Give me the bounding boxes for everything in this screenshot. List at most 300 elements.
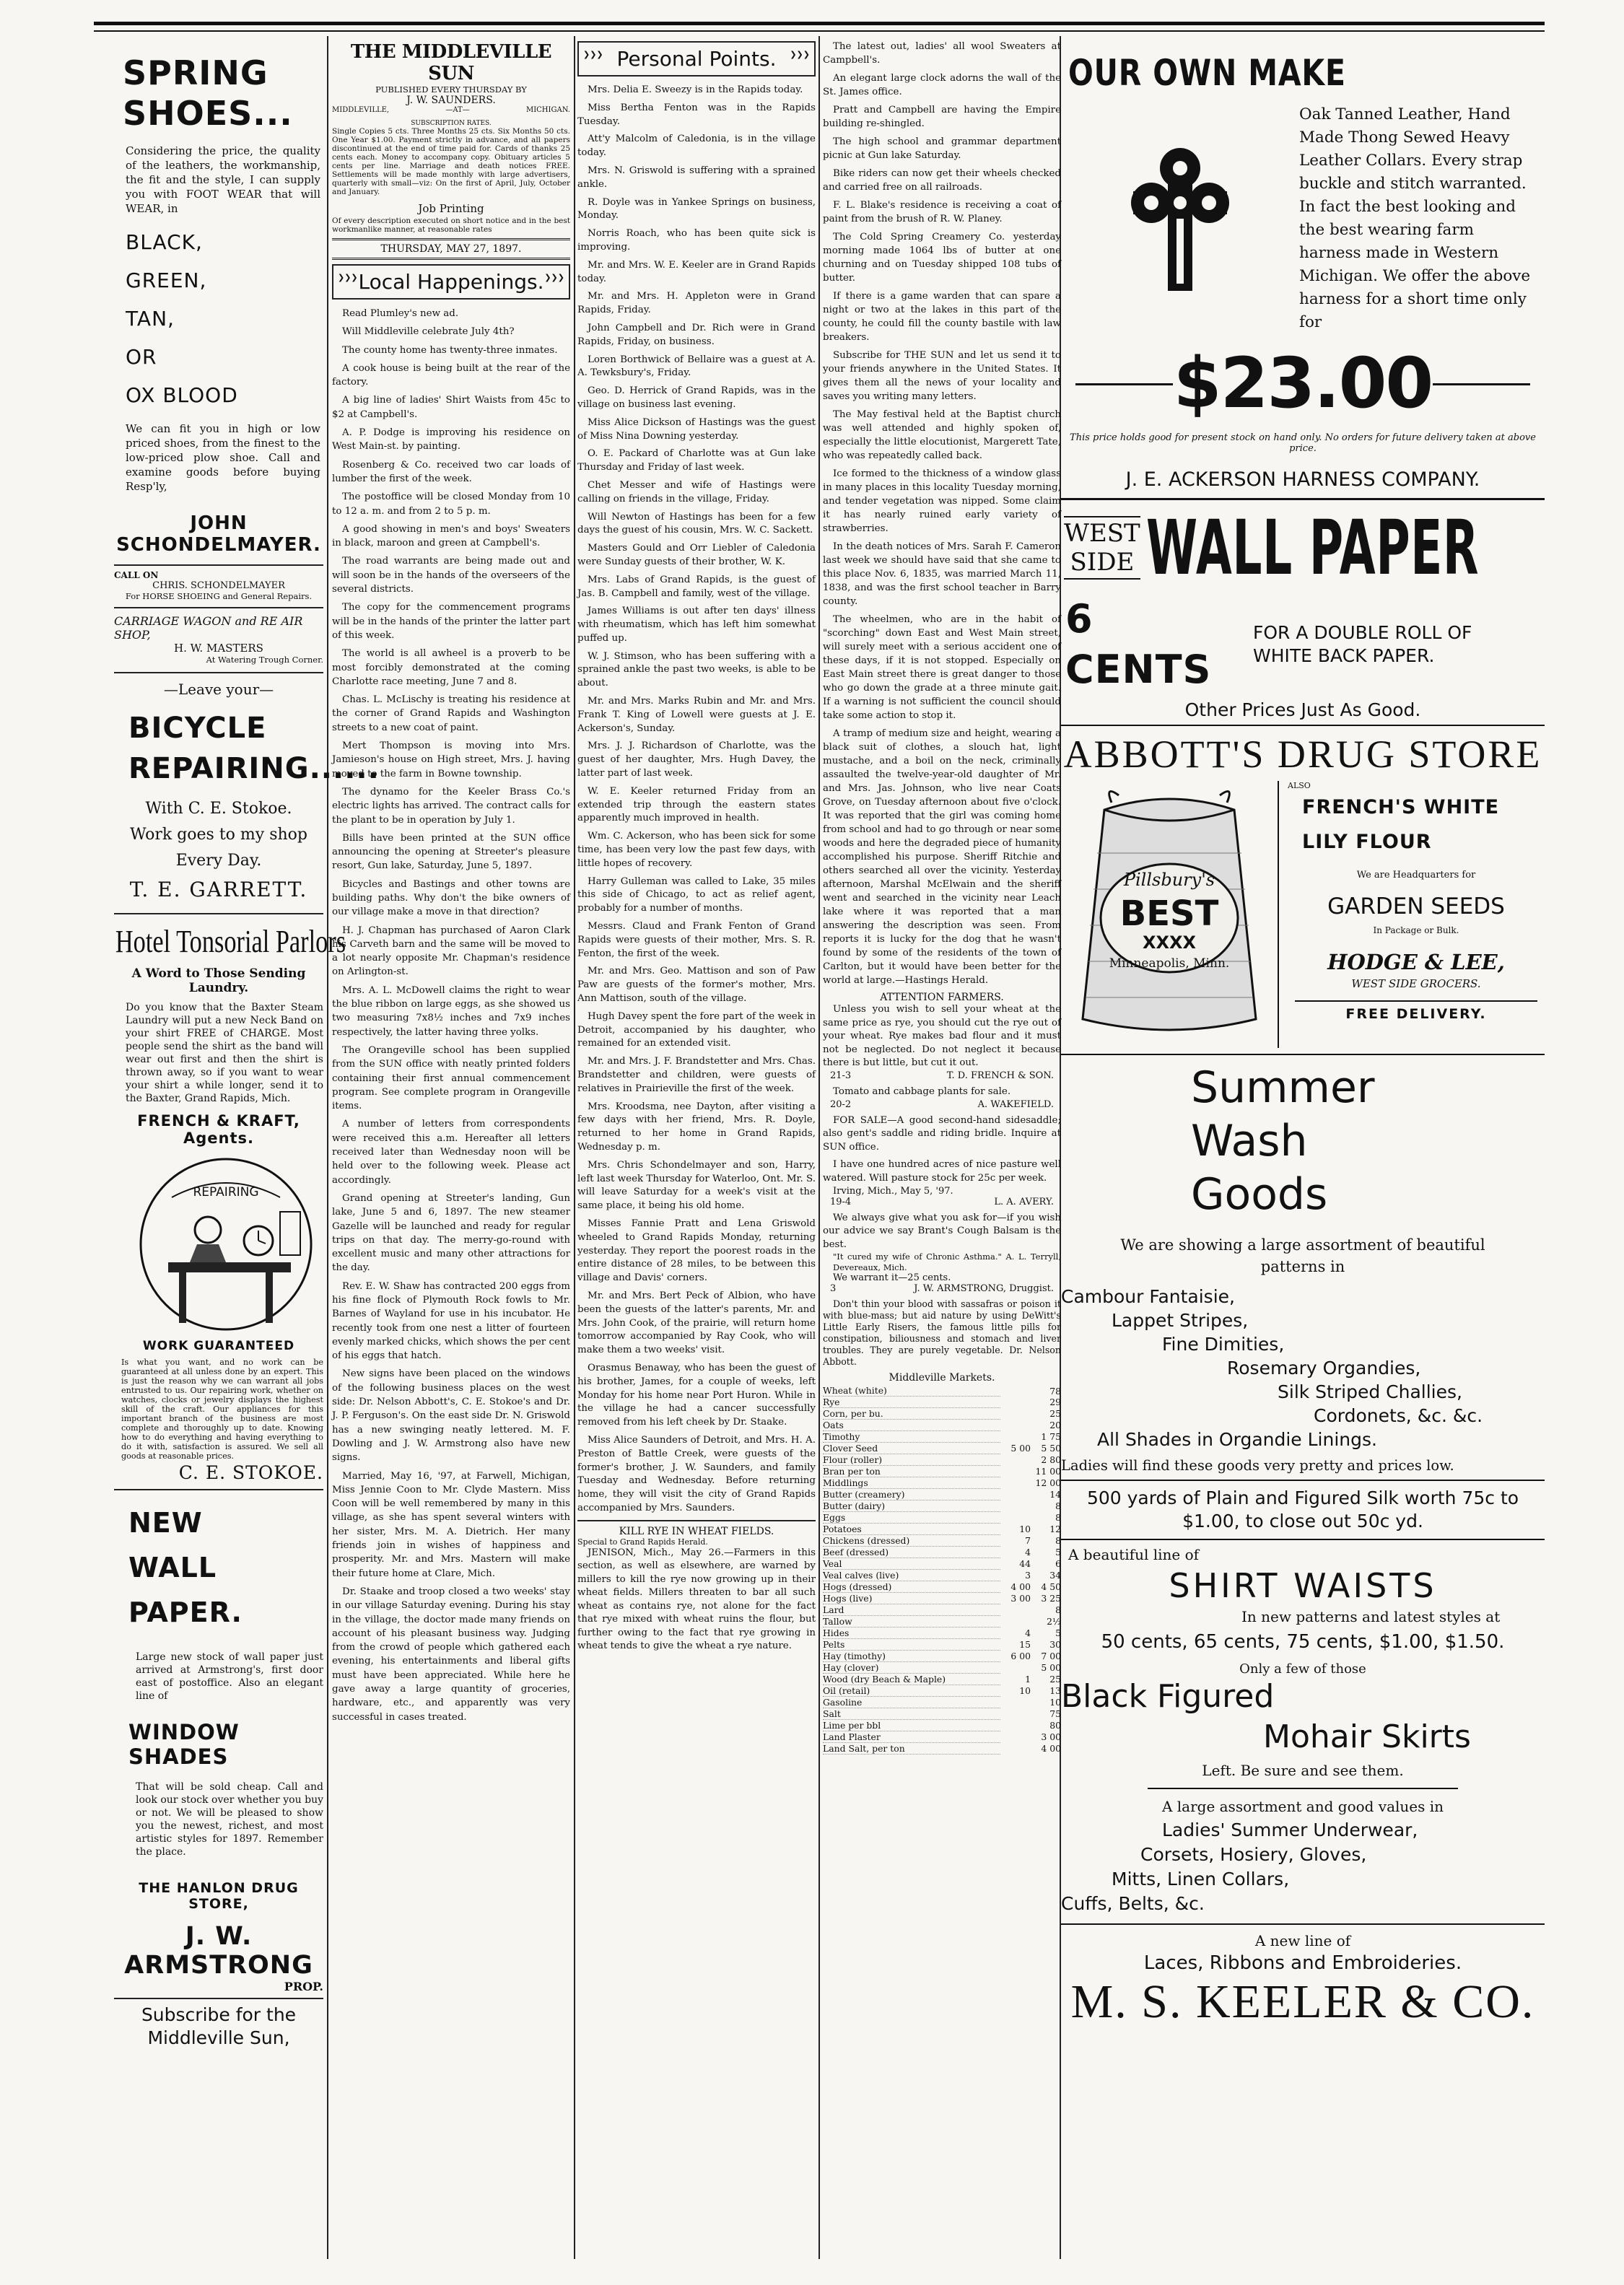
spring-shoes-text: Considering the price, the quality of the leathers, the workmanship, the fit and the style, I can supply you with FOOT WEAR that will WEAR, in (126, 144, 320, 215)
window-shades-text: That will be sold cheap. Call and look our stock over whether you buy or not. We will be pleased to show you the newest, richest, and most artistic styles for 1897. Remember the place. (136, 1781, 323, 1858)
market-item: Hides (823, 1628, 1000, 1639)
market-high: 5 (1055, 1628, 1061, 1639)
market-row (823, 1743, 1061, 1755)
market-high: 12 (1049, 1524, 1061, 1535)
market-item: Tallow (823, 1616, 1000, 1628)
market-row (823, 1708, 1061, 1720)
personal-item: Messrs. Claud and Frank Fenton of Grand Rapids were guests of their mother, Mrs. S. R. Fenton, the first of the week. (577, 921, 816, 959)
pasture-number: 19-4 (830, 1196, 852, 1207)
personal-item: Mrs. N. Griswold is suffering with a sprained ankle. (577, 165, 816, 190)
market-item: Land Plaster (823, 1731, 1000, 1743)
laces-ribbons: Laces, Ribbons and Embroideries. (1143, 1952, 1462, 1974)
market-low (1000, 1420, 1031, 1431)
market-item: Butter (dairy) (823, 1500, 1000, 1512)
new-wall-paper-heading: NEW WALL PAPER. (128, 1507, 243, 1628)
market-low (1000, 1512, 1031, 1524)
personal-item: Masters Gould and Orr Liebler of Caledonia were Sunday guests of their brother, W. K. (577, 543, 816, 567)
package-or-bulk: In Package or Bulk. (1373, 925, 1459, 935)
market-low (1000, 1397, 1031, 1408)
west-side-grocers: WEST SIDE GROCERS. (1351, 977, 1481, 990)
local-item: A good showing in men's and boys' Sweaters in black, maroon and green at Campbell's. (332, 523, 570, 549)
market-row (823, 1662, 1061, 1674)
pasture-signature: L. A. AVERY. (994, 1196, 1054, 1207)
market-item: Wood (dry Beach & Maple) (823, 1674, 1000, 1685)
market-row (823, 1593, 1061, 1604)
sack-city: Minneapolis, Minn. (1109, 956, 1230, 971)
market-item: Hay (timothy) (823, 1651, 1000, 1662)
abbotts-drug-store: ABBOTT'S DRUG STORE (1063, 733, 1542, 776)
tomato-number: 20-2 (830, 1098, 852, 1110)
market-row (823, 1720, 1061, 1731)
flour-ad (1061, 781, 1545, 1048)
attention-farmers-heading: ATTENTION FARMERS. (880, 992, 1004, 1003)
local-item: Will Middleville celebrate July 4th? (342, 326, 515, 338)
news-item: The wheelmen, who are in the habit of "scorching" down East and West Main street, will surely meet with a serious accident one of these days, if it is not stopped. Especially on East Main street there is great danger to those who go down the grade at a three minute gait. If a warning is not sufficient the council should take some action to stop it. (823, 614, 1061, 721)
hotel-text: Do you know that the Baxter Steam Laundry will put a new Neck Band on your shirt FREE of CHARGE. Most people send the shirt as the band will wear out first and then the shirt is thrown away, so if you want to wear your shirt a while longer, send it to the Baxter, Grand Rapids, Mich. (126, 1002, 323, 1104)
market-row (823, 1685, 1061, 1697)
harness-ad (1061, 103, 1545, 334)
fabric-item: Rosemary Organdies, (1227, 1358, 1421, 1379)
market-row (823, 1454, 1061, 1466)
market-high: 14 (1049, 1489, 1061, 1500)
market-item: Hogs (live) (823, 1593, 1000, 1604)
headquarters-label: We are Headquarters for (1356, 870, 1476, 881)
market-low: 4 (1025, 1547, 1031, 1558)
market-item: Flour (roller) (823, 1454, 1000, 1466)
personal-item: Will Newton of Hastings has been for a few days the guest of his cousin, Mrs. W. C. Sackett. (577, 511, 816, 536)
column-2 (332, 40, 570, 1729)
only-a-few: Only a few of those (1239, 1661, 1366, 1677)
local-item: The world is all awheel is a proverb to be most forcibly demonstrated at the coming Charlotte race meeting, June 7 and 8. (332, 648, 570, 687)
prop-label: PROP. (284, 1980, 323, 1993)
beautiful-line: A beautiful line of (1068, 1546, 1200, 1563)
market-high: 75 (1049, 1708, 1061, 1720)
stokoe-signature: C. E. STOKOE. (178, 1462, 323, 1483)
top-rule-thin (94, 30, 1545, 32)
personal-item: Miss Alice Dickson of Hastings was the guest of Miss Nina Downing yesterday. (577, 416, 816, 442)
price-note: This price holds good for present stock on hand only. No orders for future delivery taken at above price. (1070, 432, 1536, 454)
market-row (823, 1547, 1061, 1558)
local-item: The dynamo for the Keeler Brass Co.'s electric lights has arrived. The contract calls for the plant to be in operation by July 1. (332, 786, 570, 826)
market-item: Timothy (823, 1431, 1000, 1443)
market-low (1000, 1697, 1031, 1708)
flour-sack-illustration (1061, 781, 1278, 1048)
mitts-item: Mitts, Linen Collars, (1112, 1869, 1290, 1889)
cuffs-item: Cuffs, Belts, &c. (1061, 1893, 1205, 1914)
fabric-list (1061, 1285, 1545, 1451)
masters-name: H. W. MASTERS (174, 642, 263, 655)
market-row (823, 1697, 1061, 1708)
underwear-item: Ladies' Summer Underwear, (1162, 1819, 1418, 1840)
local-item: A number of letters from correspondents were received this a.m. Hereafter all letters received later than Wednesday noon will be held over to the following week. Please act accordingly. (332, 1119, 570, 1186)
carriage-shop: CARRIAGE WAGON and RE AIR SHOP, (114, 614, 303, 642)
market-high: 20 (1049, 1420, 1061, 1431)
personal-item: Mrs. Delia E. Sweezy is in the Rapids today. (588, 84, 803, 95)
local-item: Bills have been printed at the SUN office announcing the opening at Streeter's pleasure resort, Gun lake, Saturday, June 5, 1897. (332, 832, 570, 872)
hotel-subhead: A Word to Those Sending Laundry. (131, 966, 306, 995)
news-item: Subscribe for THE SUN and let us send it to your friends anywhere in the United States. It gives them all the news of your locality and saves you writing many letters. (823, 350, 1061, 402)
fabric-item: Silk Striped Challies, (1278, 1381, 1462, 1402)
ms-keeler-co: M. S. KEELER & CO. (1070, 1975, 1535, 2028)
hotel-tonsorial-heading: Hotel Tonsorial Parlors (115, 924, 346, 959)
local-item: A. P. Dodge is improving his residence on West Main-st. by painting. (332, 427, 570, 453)
column-divider (818, 36, 820, 2259)
pasture-sign (823, 1197, 1061, 1207)
subscription-rates-text: Single Copies 5 cts. Three Months 25 cts. Six Months 50 cts. One Year $1.00. Payment strictly in advance, and all papers discontinued at the end of time paid for. Cards of thanks 25 cents each. Money to accompany copy. Obituary articles 5 cents per line. Marriage and death notices FREE. Settlements will be made monthly with large advertisers, quarterly with small—viz: On the first of April, July, October and January. (332, 127, 570, 196)
black-figured: Black Figured (1061, 1678, 1275, 1715)
leave-your: —Leave your— (163, 681, 274, 698)
market-low (1000, 1708, 1031, 1720)
french-kraft-agents: FRENCH & KRAFT, Agents. (137, 1112, 300, 1147)
market-low (1000, 1408, 1031, 1420)
mohair-skirts: Mohair Skirts (1263, 1718, 1471, 1755)
personal-item: Att'y Malcolm of Caledonia, is in the village today. (577, 134, 816, 159)
markets-table (823, 1385, 1061, 1755)
market-item: Chickens (dressed) (823, 1535, 1000, 1547)
market-high: 30 (1049, 1639, 1061, 1651)
fabric-item: Fine Dimities, (1162, 1334, 1285, 1355)
local-item: The Orangeville school has been supplied from the SUN office with neatly printed folders containing their first annual commencement program. See complete program in Orangeville items. (332, 1044, 570, 1112)
kill-rye-heading: KILL RYE IN WHEAT FIELDS. (619, 1525, 774, 1537)
cough-warrant: We warrant it—25 cents. (833, 1272, 951, 1284)
market-high: 5 (1055, 1547, 1061, 1558)
column-4 (823, 40, 1061, 1755)
color-item: GREEN, (126, 268, 207, 292)
color-item: BLACK, (126, 230, 203, 254)
market-row (823, 1674, 1061, 1685)
market-low: 4 (1025, 1628, 1031, 1639)
market-row (823, 1604, 1061, 1616)
news-item: A tramp of medium size and height, wearing a black suit of clothes, a slouch hat, light mustache, and a boil on the neck, criminally assaulted the twelve-year-old daughter of Mr. and Mrs. Jas. Johnson, who live near Coats Grove, on Tuesday afternoon about five o'clock. It was reported that the girl was coming home from school and had to go through or near some woods and here the degraded piece of humanity accomplished his purpose. Sheriff Ritchie and others searched all over the vicinity. Yesterday afternoon, Marshal McElwain and the sheriff went and searched in the vicinity near Leach lake where it was reported that a man answering the description was seen. From reports it is lucky for the dog that he wasn't found by some of the residents of the town of Carlton, but it would have been better for the world at large.—Hastings Herald. (823, 728, 1061, 986)
market-item: Clover Seed (823, 1443, 1000, 1454)
market-high: 1 75 (1041, 1431, 1061, 1443)
market-row (823, 1558, 1061, 1570)
market-item: Veal calves (live) (823, 1570, 1000, 1581)
personal-item: Orasmus Benaway, who has been the guest of his brother, James, for a couple of weeks, left Monday for his home near Port Huron. While in the village he had a cancer successfully removed from his left cheek by Dr. Staake. (577, 1362, 816, 1428)
cough-sign (823, 1283, 1061, 1294)
wash-word: Wash (1191, 1116, 1308, 1166)
personal-item: Mr. and Mrs. Bert Peck of Albion, who have been the guests of the latter's parents, Mr. and Mrs. John Cook, of the prairie, will return home tomorrow accompanied by Ray Cook, who will make them a two weeks' visit. (577, 1290, 816, 1356)
market-row (823, 1581, 1061, 1593)
market-low (1000, 1731, 1031, 1743)
news-item: The high school and grammar department picnic at Gun lake Saturday. (823, 136, 1061, 161)
market-high: 25 (1049, 1674, 1061, 1685)
market-row (823, 1524, 1061, 1535)
market-row (823, 1420, 1061, 1431)
goods-word: Goods (1191, 1169, 1328, 1220)
market-item: Lime per bbl (823, 1720, 1000, 1731)
publisher-name: J. W. SAUNDERS. (406, 95, 496, 106)
personal-item: Miss Alice Saunders of Detroit, and Mrs. H. A. Preston of Battle Creek, were guests of the former's brother, J. W. Saunders, and family Tuesday and Wednesday. Before returning home, they will visit the city of Grand Rapids accompanied by Mrs. Saunders. (577, 1434, 816, 1513)
color-list (85, 223, 323, 414)
market-high: 12 00 (1035, 1477, 1061, 1489)
personal-item: Mr. and Mrs. W. E. Keeler are in Grand Rapids today. (577, 259, 816, 284)
personal-item: Mr. and Mrs. Geo. Mattison and son of Paw Paw are guests of the former's mother, Mrs. Ann Mattison, south of the village. (577, 966, 816, 1005)
garden-seeds: GARDEN SEEDS (1327, 894, 1505, 919)
market-low: 1 (1025, 1674, 1031, 1685)
market-item: Veal (823, 1558, 1000, 1570)
market-item: Bran per ton (823, 1466, 1000, 1477)
published-every: PUBLISHED EVERY THURSDAY BY (375, 84, 527, 95)
news-item: F. L. Blake's residence is receiving a coat of paint from the brush of R. W. Planey. (823, 200, 1061, 224)
market-item: Lard (823, 1604, 1000, 1616)
subscription-rates-label: SUBSCRIPTION RATES. (411, 120, 492, 127)
place-right: MICHIGAN. (525, 106, 570, 114)
market-row (823, 1535, 1061, 1547)
market-high: 25 (1049, 1408, 1061, 1420)
watering-trough: At Watering Trough Corner. (206, 655, 323, 665)
market-item: Gasoline (823, 1697, 1000, 1708)
shirt-waists-heading: SHIRT WAISTS (1169, 1566, 1437, 1605)
personal-item: W. E. Keeler returned Friday from an extended trip through the eastern states apparently much improved in health. (577, 785, 816, 824)
armstrong-name: J. W. ARMSTRONG (124, 1922, 313, 1980)
market-high: 8 (1055, 1500, 1061, 1512)
market-low (1000, 1466, 1031, 1477)
also-label: ALSO (1288, 781, 1311, 790)
every-day: Every Day. (175, 852, 262, 870)
news-item: The latest out, ladies' all wool Sweaters at Campbell's. (823, 41, 1061, 66)
local-item: Grand opening at Streeter's landing, Gun lake, June 5 and 6, 1897. The new steamer Gazelle will be launched and ready for regular trips on that day. The merry-go-round with excellent music and many other attractions for the day. (332, 1192, 570, 1274)
hodge-lee: HODGE & LEE, (1327, 950, 1505, 974)
market-low (1000, 1477, 1031, 1489)
place-left: MIDDLEVILLE, (332, 106, 390, 114)
personal-item: W. J. Stimson, who has been suffering with a sprained ankle the past two weeks, is able to be about. (577, 650, 816, 689)
cough-text: We always give what you ask for—if you wish our advice we say Brant's Cough Balsam is the best. (823, 1212, 1061, 1250)
local-item: H. J. Chapman has purchased of Aaron Clark his Carveth barn and the same will be moved to a lot nearly opposite Mr. Chapman's residence on Arlington-st. (332, 925, 570, 978)
free-delivery: FREE DELIVERY. (1345, 1006, 1487, 1022)
market-row (823, 1731, 1061, 1743)
local-item: Rev. E. W. Shaw has contracted 200 eggs from his fine flock of Plymouth Rock fowls to Mr. Barnes of Wayland for use in his incubator. He recently took from one nest a litter of fourteen evenly marked chicks, which shows the per cent of his eggs that hatch. (332, 1280, 570, 1362)
window-shades-heading: WINDOW SHADES (128, 1720, 240, 1769)
garrett-name: T. E. GARRETT. (129, 878, 308, 901)
market-item: Eggs (823, 1512, 1000, 1524)
market-high: 4 00 (1041, 1743, 1061, 1755)
market-low: 44 (1019, 1558, 1031, 1570)
market-high: 3 25 (1041, 1593, 1061, 1604)
repairing-illustration (128, 1154, 323, 1334)
column-1 (85, 40, 380, 2050)
sack-brand: Pillsbury's (1123, 870, 1215, 890)
local-happenings (332, 307, 570, 1724)
market-high: 80 (1049, 1720, 1061, 1731)
personal-points (577, 84, 816, 1516)
cough-quote: "It cured my wife of Chronic Asthma." A. L. Terryll, Devereaux, Mich. (833, 1251, 1061, 1272)
job-printing-text: Of every description executed on short notice and in the best workmanlike manner, at reasonable rates (332, 217, 570, 234)
market-row (823, 1512, 1061, 1524)
market-item: Wheat (white) (823, 1385, 1000, 1397)
wall-paper-ad (1061, 504, 1545, 591)
personal-item: Norris Roach, who has been quite sick is improving. (577, 228, 816, 253)
market-low (1000, 1454, 1031, 1466)
personal-item: Mr. and Mrs. H. Appleton were in Grand Rapids, Friday. (577, 291, 816, 316)
local-item: Mrs. A. L. McDowell claims the right to wear the blue ribbon on large eggs, as she showed us two measuring 7x8½ inches and 7x9 inches respectively, the latter having three yolks. (332, 984, 570, 1038)
personal-item: Chet Messer and wife of Hastings were calling on friends in the village, Friday. (577, 479, 816, 504)
work-guaranteed-text: Is what you want, and no work can be guaranteed at all unless done by an expert. This is just the reason why we can warrant all jobs entrusted to us. Our repairing work, whether on watches, clocks or jewelry displays the highest skill of the craft. Our appliances for this important branch of the business are most complete and thoroughly up to date. Knowing how to do everything and having everything to do it with, satisfaction is assured. We sell all goods at reasonable prices. (121, 1358, 323, 1461)
market-low (1000, 1662, 1031, 1674)
market-item: Rye (823, 1397, 1000, 1408)
market-item: Butter (creamery) (823, 1489, 1000, 1500)
market-row (823, 1477, 1061, 1489)
news-items (823, 40, 1061, 987)
market-item: Oats (823, 1420, 1000, 1431)
color-item: OR (126, 345, 157, 369)
color-item: OX BLOOD (126, 383, 238, 407)
personal-item: Mr. and Mrs. J. F. Brandstetter and Mrs. Chas. Brandstetter and children, were guests of relatives in Prairieville the first of the week. (577, 1056, 816, 1094)
market-high: 10 (1049, 1697, 1061, 1708)
with-stokoe: With C. E. Stokoe. (145, 800, 292, 818)
color-item: TAN, (126, 307, 175, 331)
market-low (1000, 1431, 1031, 1443)
wall-paper-heading: WALL PAPER (1145, 504, 1479, 592)
top-rule (94, 22, 1545, 25)
corsets-item: Corsets, Hosiery, Gloves, (1140, 1844, 1367, 1865)
market-high: 8 (1055, 1535, 1061, 1547)
market-high: 5 00 (1041, 1662, 1061, 1674)
market-low: 3 00 (1010, 1593, 1031, 1604)
market-row (823, 1628, 1061, 1639)
local-item: Dr. Staake and troop closed a two weeks' stay in our village Saturday evening. During his stay in the village, the doctor made many friends on account of his pleasant business way. Judging from the crowd of people which gathered each evening, his entertainments and liberal gifts must have been appreciated. While here he gave away a large quantity of groceries, hardware, etc., and apparently was very successful in cases treated. (332, 1586, 570, 1723)
market-low: 3 (1025, 1570, 1031, 1581)
news-item: The Cold Spring Creamery Co. yesterday morning made 1064 lbs of butter at one churning and on Tuesday shipped 108 tubs of butter. (823, 232, 1061, 284)
french-white-lily-flour: FRENCH'S WHITE LILY FLOUR (1302, 796, 1500, 853)
personal-item: O. E. Packard of Charlotte was at Gun lake Thursday and Friday of last week. (577, 448, 816, 473)
left-see-them: Left. Be sure and see them. (1202, 1762, 1404, 1779)
place-at: —AT— (445, 106, 470, 114)
market-row (823, 1397, 1061, 1408)
summer-wash-goods (1191, 1061, 1545, 1221)
place-line (332, 106, 570, 114)
market-row (823, 1639, 1061, 1651)
news-item: An elegant large clock adorns the wall of the St. James office. (823, 73, 1061, 97)
fabric-item: Cordonets, &c. &c. (1314, 1405, 1483, 1426)
tomato-text: Tomato and cabbage plants for sale. (833, 1085, 1011, 1097)
market-item: Land Salt, per ton (823, 1743, 1000, 1755)
news-item: If there is a game warden that can spare a night or two at the lakes in this part of the county, he could fill the county bastile with law breakers. (823, 291, 1061, 343)
cough-signature: J. W. ARMSTRONG, Druggist. (914, 1283, 1054, 1295)
personal-item: Mrs. Labs of Grand Rapids, is the guest of Jas. B. Campbell and family, west of the village. (577, 574, 816, 599)
cross-ornament-icon (1061, 103, 1299, 334)
local-item: Read Plumley's new ad. (342, 308, 459, 319)
local-item: The postoffice will be closed Monday from 10 to 12 a. m. and from 2 to 5 p. m. (332, 491, 570, 517)
chris-schondelmayer: CHRIS. SCHONDELMAYER (152, 580, 285, 591)
subscribe-notice: Subscribe for the Middleville Sun, (141, 2004, 297, 2048)
large-assortment: A large assortment and good values in (1161, 1798, 1444, 1815)
kill-rye-text: JENISON, Mich., May 26.—Farmers in this section, as well as elsewhere, are warned by millers to kill the rye now growing up in their wheat fields. Millers threaten to bar all such wheat as contains rye, not alone for the fact that rye mixed with wheat ruins the flour, but further owing to the fact that rye growing in wheat tends to give the wheat a rye nature. (577, 1547, 816, 1652)
local-item: Rosenberg & Co. received two car loads of lumber the first of the week. (332, 459, 570, 484)
market-high: 2 80 (1041, 1454, 1061, 1466)
personal-item: Geo. D. Herrick of Grand Rapids, was in the village on business last evening. (577, 385, 816, 410)
news-item: In the death notices of Mrs. Sarah F. Cameron last week we should have said that she came to this place Nov. 6, 1835, was married March 11, 1838, and was the first school teacher in Barry county. (823, 541, 1061, 607)
wall-paper-text: Large new stock of wall paper just arrived at Armstrong's, first door east of postoffice. Also an elegant line of (136, 1651, 323, 1702)
attention-number: 21-3 (830, 1070, 852, 1081)
market-low (1000, 1604, 1031, 1616)
new-line-of: A new line of (1254, 1932, 1351, 1949)
market-high: 29 (1049, 1397, 1061, 1408)
summer-word: Summer (1191, 1062, 1375, 1113)
showing-text: We are showing a large assortment of beautiful patterns in (1120, 1236, 1485, 1275)
local-item: Chas. L. McLischy is treating his residence at the corner of Grand Rapids and Washington streets to a new coat of paint. (332, 694, 570, 733)
local-item: The county home has twenty-three inmates. (342, 344, 558, 356)
market-high: 8 (1055, 1512, 1061, 1524)
market-high: 11 00 (1035, 1466, 1061, 1477)
personal-item: John Campbell and Dr. Rich were in Grand Rapids, Friday, on business. (577, 322, 816, 347)
market-high: 6 (1055, 1558, 1061, 1570)
local-item: New signs have been placed on the windows of the following business places on the west side: Dr. Nelson Abbott's, C. E. Stokoe's and Dr. J. P. Ferguson's. On the east side Dr. N. Griswold has a new swinging neatly lettered. M. F. Dowling and J. W. Armstrong also have new signs. (332, 1368, 570, 1464)
news-item: Ice formed to the thickness of a window glass in many places in this locality Tuesday morning, and tender vegetation was nipped. Some claim it has nearly ruined early variety of strawberries. (823, 468, 1061, 534)
market-item: Hay (clover) (823, 1662, 1000, 1674)
market-item: Salt (823, 1708, 1000, 1720)
market-high: 8 (1055, 1604, 1061, 1616)
column-5 (1061, 40, 1545, 2029)
market-high: 34 (1049, 1570, 1061, 1581)
all-shades: All Shades in Organdie Linings. (1097, 1429, 1377, 1450)
market-row (823, 1616, 1061, 1628)
personal-item: Hugh Davey spent the fore part of the week in Detroit, accompanied by his daughter, who remained for an extended visit. (577, 1010, 816, 1049)
market-item: Pelts (823, 1639, 1000, 1651)
local-item: Bicycles and Bastings and other towns are building paths. Why don't the bike owners of our village make a move in that direction? (332, 878, 570, 918)
schondelmayer-signature: JOHN SCHONDELMAYER. (116, 512, 321, 556)
personal-item: Wm. C. Ackerson, who has been sick for some time, has been very low the past few days, with little hopes of recovery. (577, 831, 816, 869)
news-item: Pratt and Campbell are having the Empire building re-shingled. (823, 105, 1061, 129)
job-printing-label: Job Printing (418, 202, 484, 215)
double-roll-text: FOR A DOUBLE ROLL OF WHITE BACK PAPER. (1253, 622, 1472, 666)
market-low: 15 (1019, 1639, 1031, 1651)
market-item: Oil (retail) (823, 1685, 1000, 1697)
work-goes: Work goes to my shop (130, 826, 307, 844)
tomato-sign (823, 1099, 1061, 1110)
market-row (823, 1385, 1061, 1397)
horse-shoeing: For HORSE SHOEING and General Repairs. (125, 591, 313, 601)
ladies-find: Ladies will find these goods very pretty and prices low. (1061, 1457, 1454, 1474)
west-side-label: WEST SIDE (1064, 516, 1140, 580)
market-low: 10 (1019, 1685, 1031, 1697)
market-high: 7 00 (1041, 1651, 1061, 1662)
cough-number: 3 (830, 1283, 837, 1295)
personal-item: James Williams is out after ten days' illness with rheumatism, which has left him somewhat puffed up. (577, 606, 816, 644)
market-low (1000, 1720, 1031, 1731)
market-low: 7 (1025, 1535, 1031, 1547)
silk-offer: 500 yards of Plain and Figured Silk worth 75c to $1.00, to close out 50c yd. (1086, 1487, 1519, 1532)
repairing-label: REPAIRING (193, 1185, 259, 1200)
news-item: Bike riders can now get their wheels checked and carried free on all railroads. (823, 168, 1061, 193)
market-item: Beef (dressed) (823, 1547, 1000, 1558)
market-low: 5 00 (1010, 1443, 1031, 1454)
hanlon-drug-store: THE HANLON DRUG STORE, (139, 1880, 299, 1912)
market-low (1000, 1743, 1031, 1755)
local-happenings-heading: ❯❯❯ Local Happenings. ❯❯❯ (332, 264, 570, 300)
personal-item: Loren Borthwick of Bellaire was a guest at A. A. Tewksbury's, Friday. (577, 354, 816, 379)
market-low (1000, 1500, 1031, 1512)
personal-item: Miss Bertha Fenton was in the Rapids Tuesday. (577, 102, 816, 127)
market-high: 13 (1049, 1685, 1061, 1697)
market-item: Hogs (dressed) (823, 1581, 1000, 1593)
for-sale-text: FOR SALE—A good second-hand sidesaddle; also gent's saddle and riding bridle. Inquire at SUN office. (823, 1114, 1061, 1153)
market-row (823, 1443, 1061, 1454)
market-item: Middlings (823, 1477, 1000, 1489)
market-item: Potatoes (823, 1524, 1000, 1535)
market-row (823, 1431, 1061, 1443)
market-row (823, 1651, 1061, 1662)
shirt-waist-prices: 50 cents, 65 cents, 75 cents, $1.00, $1.50. (1101, 1631, 1505, 1653)
market-low: 4 00 (1010, 1581, 1031, 1593)
market-low: 10 (1019, 1524, 1031, 1535)
call-on-label: CALL ON (114, 570, 159, 580)
six-cents: 6 CENTS (1065, 596, 1212, 692)
personal-item: R. Doyle was in Yankee Springs on business, Monday. (577, 196, 816, 222)
hodge-lee-ad (1278, 781, 1545, 1048)
local-item: Mert Thompson is moving into Mrs. Jamieson's house on High street, Mrs. J. having moved to the farm in Bowne township. (332, 740, 570, 779)
attention-sign (823, 1070, 1061, 1081)
